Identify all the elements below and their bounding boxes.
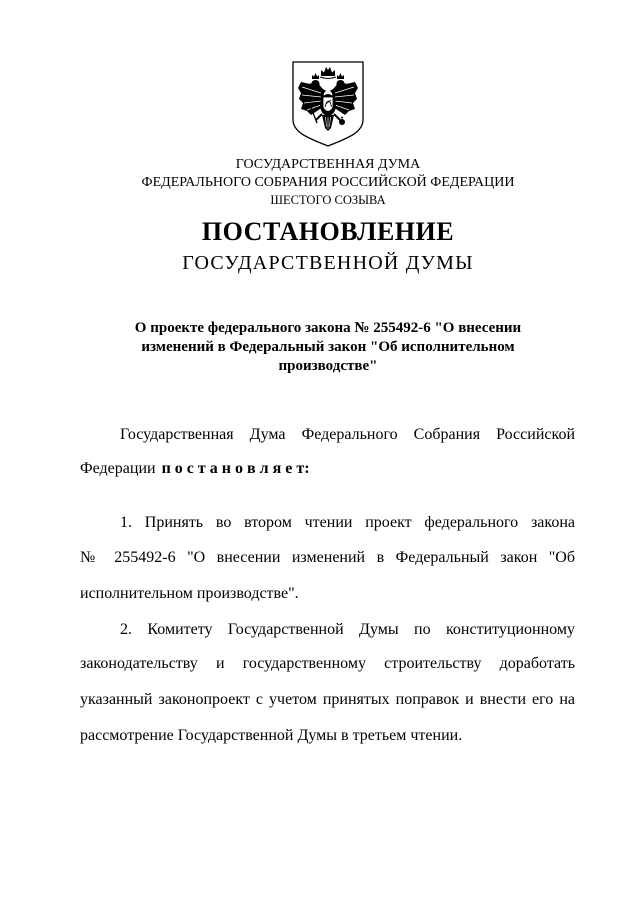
header-line-convocation: ШЕСТОГО СОЗЫВА <box>270 193 386 207</box>
document-subtitle: ГОСУДАРСТВЕННОЙ ДУМЫ <box>182 252 474 274</box>
item-1-line: исполнительном производстве". <box>80 585 299 602</box>
document-title: ПОСТАНОВЛЕНИЕ <box>201 217 455 246</box>
item-2-line: рассмотрение Государственной Думы в третьем чтении. <box>80 727 463 744</box>
preamble-line <box>80 459 310 479</box>
coat-of-arms-icon <box>290 60 366 148</box>
header-line-duma: ГОСУДАРСТВЕННАЯ ДУМА <box>235 157 421 172</box>
subject-line: изменений в Федеральный закон "Об исполнительном <box>141 339 515 355</box>
preamble-line: Государственная Дума Федерального Собрания Российской <box>120 426 575 443</box>
item-2-line: 2. Комитету Государственной Думы по конституционному <box>120 621 575 638</box>
preamble-prefix: Федерации <box>80 460 156 477</box>
subject-line: производстве" <box>278 358 378 374</box>
item-1-line: 1. Принять во втором чтении проект федерального закона <box>120 514 575 531</box>
item-2-line: законодательству и государственному строительству доработать <box>80 655 575 672</box>
header-line-assembly: ФЕДЕРАЛЬНОГО СОБРАНИЯ РОССИЙСКОЙ ФЕДЕРАЦИИ <box>141 175 515 190</box>
subject-line: О проекте федерального закона № 255492-6 "О внесении <box>134 320 522 336</box>
item-2-line: указанный законопроект с учетом принятых поправок и внести его на <box>80 691 575 708</box>
item-1-line: № 255492-6 "О внесении изменений в Федеральный закон "Об <box>80 549 575 566</box>
resolves-keyword: п о с т а н о в л я е т: <box>161 460 310 477</box>
